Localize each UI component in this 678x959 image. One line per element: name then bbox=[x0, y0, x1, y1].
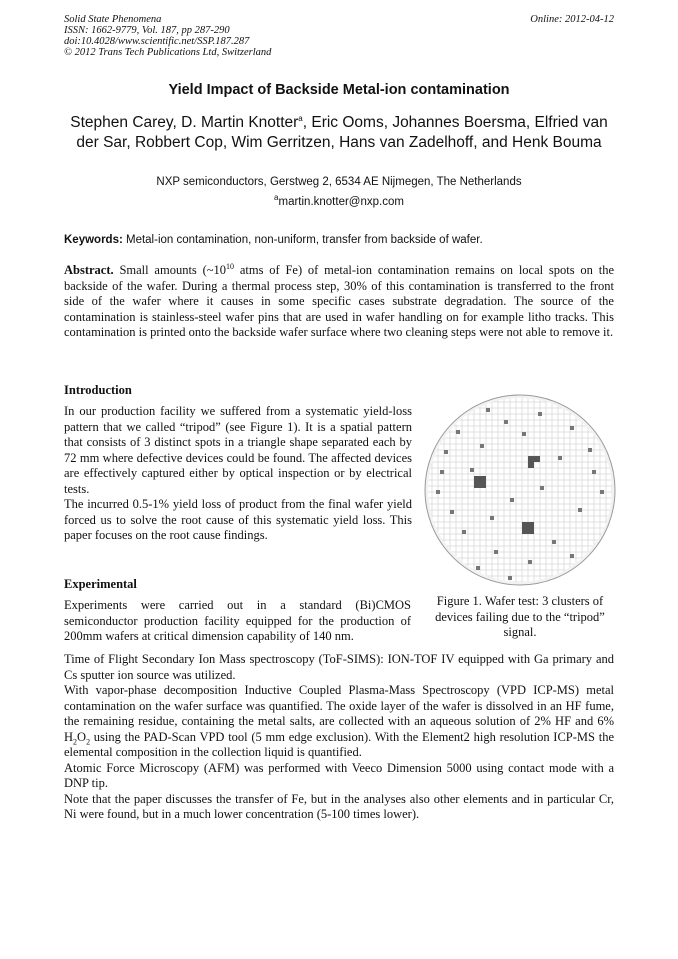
h2o2-sub1: 2 bbox=[73, 737, 78, 746]
online-date: Online: 2012-04-12 bbox=[530, 14, 614, 25]
keywords bbox=[64, 234, 483, 246]
email-mark: a bbox=[274, 193, 279, 203]
keywords-text: Metal-ion contamination, non-uniform, transfer from backside of wafer. bbox=[122, 234, 483, 246]
affiliation: NXP semiconductors, Gerstweg 2, 6534 AE Nijmegen, The Netherlands bbox=[156, 176, 522, 188]
journal-doi: doi:10.4028/www.scientific.net/SSP.187.287 bbox=[64, 36, 250, 47]
author-list bbox=[70, 113, 608, 153]
defect-cluster-3 bbox=[522, 522, 534, 534]
experimental-body bbox=[64, 652, 614, 823]
wafer-map-figure bbox=[420, 390, 620, 590]
journal-meta bbox=[64, 14, 271, 58]
abstract-text: atms of Fe) of metal-ion contamination remains on local spots on the backside of the wafer. During a thermal process step, 30% of this contamination is transferred to the front side of the wafer where it causes in some specific cases substrate degradation. The source of the contamination is stainless-steel wafer pins that are used in wafer handling on for example litho tracks. This contamination is printed onto the backside wafer surface where two cleaning steps were not able to remove it. bbox=[64, 263, 615, 339]
keywords-label: Keywords: bbox=[64, 234, 123, 246]
author-carey: Stephen Carey bbox=[70, 114, 173, 131]
journal-name: Solid State Phenomena bbox=[64, 14, 162, 25]
introduction-heading: Introduction bbox=[64, 383, 132, 397]
abstract-label: Abstract. bbox=[64, 263, 114, 277]
introduction-p1: In our production facility we suffered from a systematic yield-loss pattern that we called “tripod” (see Figure 1). It is a spatial pattern that consists of 3 distinct spots in a triangle shape separated each by 72 mm where defective devices could be found. The affected devices are effectively captured either by optical inspection or by electrical tests. bbox=[64, 404, 412, 496]
experimental-p2: Time of Flight Secondary Ion Mass spectroscopy (ToF-SIMS): ION-TOF IV equipped with Ga primary and Cs sputter ion source was utilized. bbox=[64, 652, 614, 682]
die-grid bbox=[420, 390, 620, 590]
experimental-p4: Atomic Force Microscopy (AFM) was performed with Veeco Dimension 5000 using contact mode with a DNP tip. bbox=[64, 760, 614, 790]
author-others: , Eric Ooms, Johannes Boersma, Elfried van der Sar, Robbert Cop, Wim Gerritzen, Hans van Zadelhoff, and Henk Bouma bbox=[76, 114, 608, 151]
paper-title: Yield Impact of Backside Metal-ion contamination bbox=[168, 82, 510, 98]
figure-caption: Figure 1. Wafer test: 3 clusters of devices failing due to the “tripod” signal. bbox=[435, 594, 605, 639]
experimental-p3 bbox=[64, 683, 614, 761]
abstract-text-pre: Small amounts (~10 bbox=[113, 263, 227, 277]
introduction-p2: The incurred 0.5-1% yield loss of product from the final wafer yield forced us to solve the root cause of this systematic yield loss. This paper focuses on the root cause findings. bbox=[64, 497, 412, 542]
author-knotter-mark: a bbox=[298, 113, 303, 123]
experimental-p3-post: using the PAD-Scan VPD tool (5 mm edge exclusion). With the Element2 high resolution ICP-MS the elemental composition in the collection liquid is quantified. bbox=[64, 729, 614, 759]
experimental-heading: Experimental bbox=[64, 577, 137, 591]
email-line bbox=[0, 193, 678, 208]
journal-copyright: © 2012 Trans Tech Publications Ltd, Switzerland bbox=[64, 47, 272, 58]
abstract-exponent: 10 bbox=[226, 261, 235, 271]
h2o2-o: O bbox=[77, 729, 87, 744]
experimental-p5: Note that the paper discusses the transfer of Fe, but in the analyses also other elements and in particular Cr, Ni were found, but in a much lower concentration (5-100 times lower). bbox=[64, 791, 614, 821]
email-address[interactable]: martin.knotter@nxp.com bbox=[278, 196, 404, 208]
defect-cluster-1 bbox=[474, 476, 486, 488]
experimental-p1: Experiments were carried out in a standard (Bi)CMOS semiconductor production facility equipped for the production of 200mm wafers at critical dimension capability of 140 nm. bbox=[64, 598, 411, 643]
introduction-body bbox=[64, 404, 412, 544]
author-knotter: , D. Martin Knotter bbox=[172, 114, 299, 131]
journal-issn: ISSN: 1662-9779, Vol. 187, pp 287-290 bbox=[64, 25, 230, 36]
abstract bbox=[64, 263, 614, 341]
h2o2-sub2: 2 bbox=[86, 737, 91, 746]
experimental-p3-pre: With vapor-phase decomposition Inductive Coupled Plasma-Mass Spectroscopy (VPD ICP-MS) metal contamination on the wafer surface was quantified. The oxide layer of the wafer is dissolved in an HF fume, the remaining residue, containing the metal salts, are collected with an aqueous solution of 2% HF and 6% H bbox=[64, 683, 614, 744]
